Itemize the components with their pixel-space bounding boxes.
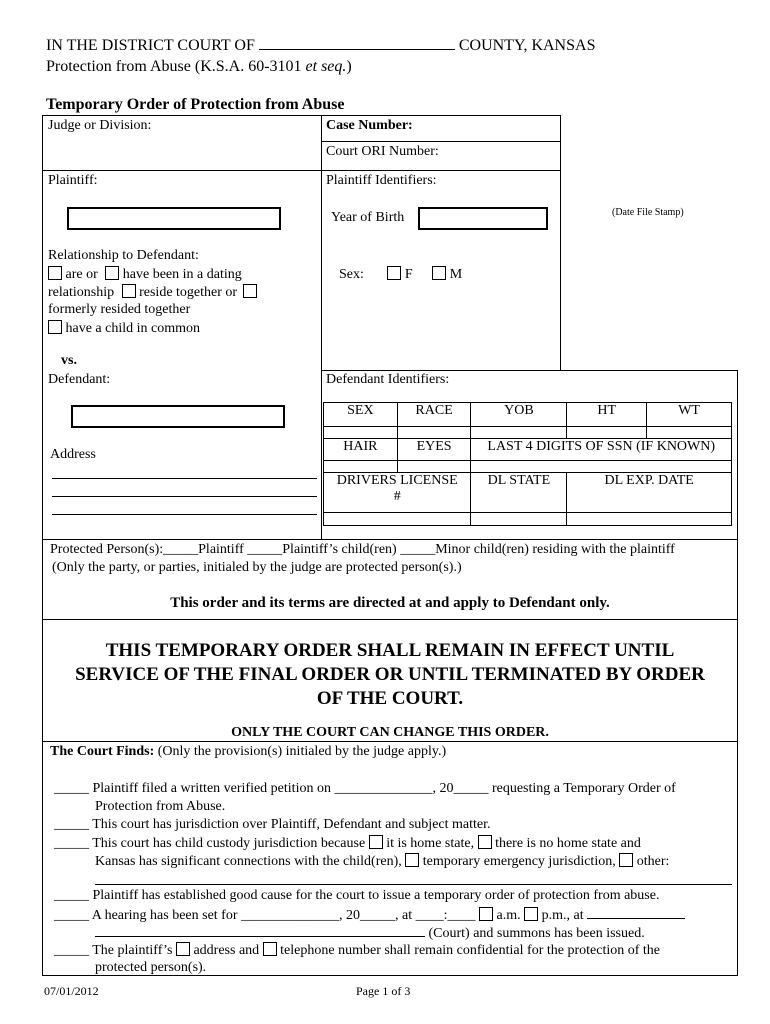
protected-persons-note: (Only the party, or parties, initialed by the judge are protected person(s).) xyxy=(52,560,462,575)
protected-persons-line: Protected Person(s):_____Plaintiff _____Plaintiff’s child(ren) _____Minor child(ren) residing with the plaintiff xyxy=(50,542,675,557)
license-value-cell[interactable] xyxy=(324,513,471,526)
rel-dating: have been in a dating xyxy=(122,267,242,282)
custody-c: there is no home state and xyxy=(495,836,641,851)
directed-statement: This order and its terms are directed at and apply to Defendant only. xyxy=(170,595,610,611)
wt-value-cell[interactable] xyxy=(647,427,732,439)
versus-label: vs. xyxy=(61,353,77,368)
cell-yob-header: YOB xyxy=(471,403,567,427)
rel-reside: reside together or xyxy=(139,285,238,300)
finding-custody xyxy=(54,835,641,852)
cell-dl-exp-header: DL EXP. DATE xyxy=(567,473,732,513)
court-heading xyxy=(46,37,595,55)
findings-heading xyxy=(50,744,446,760)
no-home-state-checkbox[interactable] xyxy=(478,835,492,849)
finding-hearing xyxy=(54,906,685,924)
finding-hearing-cont xyxy=(95,924,645,942)
custody-d: Kansas has significant connections with the child(ren), xyxy=(95,854,402,869)
relationship-line-1 xyxy=(48,266,242,283)
subtitle-main: Protection from Abuse (K.S.A. 60-3101 xyxy=(46,58,302,75)
subtitle-close: ) xyxy=(346,58,352,75)
phone-confidential-checkbox[interactable] xyxy=(263,942,277,956)
notice-line-3: OF THE COURT. xyxy=(316,688,464,709)
address-line[interactable] xyxy=(52,478,317,479)
rel-formerly-checkbox[interactable] xyxy=(243,284,257,298)
grid-line xyxy=(42,170,560,171)
rel-child: have a child in common xyxy=(65,321,201,336)
court-prefix: IN THE DISTRICT COURT OF xyxy=(46,37,255,54)
custody-a: _____ This court has child custody jurisdiction because xyxy=(54,836,366,851)
cell-eyes-header: EYES xyxy=(397,439,471,461)
effect-notice xyxy=(42,639,738,711)
findings-heading-rest: (Only the provision(s) initialed by the judge apply.) xyxy=(157,744,447,759)
cell-sex-header: SEX xyxy=(324,403,398,427)
confidential-b: address and xyxy=(193,943,260,958)
ht-value-cell[interactable] xyxy=(567,427,647,439)
race-value-cell[interactable] xyxy=(397,427,471,439)
footer-page: Page 1 of 3 xyxy=(356,984,411,998)
finding-custody-cont xyxy=(95,853,669,870)
sex-row xyxy=(339,266,462,283)
grid-line xyxy=(42,115,43,975)
hearing-b: (Court) and summons has been issued. xyxy=(428,926,645,941)
confidential-a: _____ The plaintiff’s xyxy=(54,943,173,958)
defendant-name-field[interactable] xyxy=(71,405,285,428)
hearing-a: _____ A hearing has been set for ______________, 20_____, at ____:____ xyxy=(54,908,476,923)
sex-m-checkbox[interactable] xyxy=(432,266,446,280)
grid-line xyxy=(321,370,738,371)
other-line[interactable] xyxy=(95,884,732,885)
other-jurisdiction-checkbox[interactable] xyxy=(619,853,633,867)
custody-b: it is home state, xyxy=(386,836,475,851)
notice-line-2: SERVICE OF THE FINAL ORDER OR UNTIL TERMINATED BY ORDER xyxy=(75,664,705,685)
confidential-c: telephone number shall remain confidential for the protection of the xyxy=(280,943,660,958)
relationship-label: Relationship to Defendant: xyxy=(48,248,199,263)
cell-wt-header: WT xyxy=(647,403,732,427)
court-ori-label: Court ORI Number: xyxy=(326,144,439,159)
only-court-notice: ONLY THE COURT CAN CHANGE THIS ORDER. xyxy=(231,725,549,740)
year-of-birth-label: Year of Birth xyxy=(331,210,405,225)
form-title: Temporary Order of Protection from Abuse xyxy=(46,96,345,113)
cell-license-header xyxy=(324,473,471,513)
rel-are-or: are or xyxy=(65,267,98,282)
license-header-b: # xyxy=(393,489,401,504)
grid-line xyxy=(321,115,322,539)
rel-formerly: formerly resided together xyxy=(48,302,191,317)
plaintiff-label: Plaintiff: xyxy=(48,173,98,188)
rel-relationship: relationship xyxy=(48,285,115,300)
rel-reside-checkbox[interactable] xyxy=(122,284,136,298)
address-line[interactable] xyxy=(52,514,317,515)
grid-line xyxy=(560,115,561,370)
ssn-value-cell[interactable] xyxy=(471,461,732,473)
finding-confidential xyxy=(54,942,660,959)
grid-line xyxy=(42,115,560,116)
county-field[interactable] xyxy=(259,37,455,50)
court-name-field[interactable] xyxy=(95,924,425,937)
grid-line xyxy=(321,141,560,142)
judge-label: Judge or Division: xyxy=(48,118,152,133)
finding-good-cause: _____ Plaintiff has established good cause for the court to issue a temporary order of protection from abuse. xyxy=(54,888,660,903)
eyes-value-cell[interactable] xyxy=(397,461,471,473)
address-confidential-checkbox[interactable] xyxy=(176,942,190,956)
cell-dl-state-header: DL STATE xyxy=(471,473,567,513)
grid-line xyxy=(42,619,738,620)
custody-f: other: xyxy=(636,854,670,869)
emergency-jurisdiction-checkbox[interactable] xyxy=(405,853,419,867)
yob-value-cell[interactable] xyxy=(471,427,567,439)
date-file-stamp: (Date File Stamp) xyxy=(612,207,684,218)
notice-line-1: THIS TEMPORARY ORDER SHALL REMAIN IN EFFECT UNTIL xyxy=(105,640,675,661)
pm-checkbox[interactable] xyxy=(524,907,538,921)
rel-are-checkbox[interactable] xyxy=(48,266,62,280)
sex-f: F xyxy=(404,267,413,282)
cell-ht-header: HT xyxy=(567,403,647,427)
cell-race-header: RACE xyxy=(397,403,471,427)
hearing-pm: p.m., at xyxy=(541,908,584,923)
subtitle-italic: et seq. xyxy=(305,58,347,75)
hair-value-cell[interactable] xyxy=(324,461,398,473)
plaintiff-identifiers-label: Plaintiff Identifiers: xyxy=(326,173,437,188)
case-number-label: Case Number: xyxy=(326,118,413,133)
sex-label: Sex: xyxy=(339,267,364,282)
sex-value-cell[interactable] xyxy=(324,427,398,439)
rel-dating-checkbox[interactable] xyxy=(105,266,119,280)
am-checkbox[interactable] xyxy=(479,907,493,921)
dl-exp-value-cell[interactable] xyxy=(567,513,732,526)
address-label: Address xyxy=(50,447,96,462)
finding-petition-cont: Protection from Abuse. xyxy=(95,799,226,814)
finding-jurisdiction: _____ This court has jurisdiction over Plaintiff, Defendant and subject matter. xyxy=(54,817,491,832)
footer-date: 07/01/2012 xyxy=(44,984,99,998)
defendant-identifiers-label: Defendant Identifiers: xyxy=(326,372,450,387)
finding-confidential-cont: protected person(s). xyxy=(95,960,207,975)
home-state-checkbox[interactable] xyxy=(369,835,383,849)
rel-child-checkbox[interactable] xyxy=(48,320,62,334)
court-suffix: COUNTY, KANSAS xyxy=(458,37,596,54)
hearing-location-field[interactable] xyxy=(587,906,685,919)
cell-hair-header: HAIR xyxy=(324,439,398,461)
hearing-am: a.m. xyxy=(496,908,521,923)
address-line[interactable] xyxy=(52,496,317,497)
defendant-label: Defendant: xyxy=(48,372,111,387)
defendant-identifiers-table xyxy=(323,402,732,526)
relationship-line-2 xyxy=(48,284,257,301)
relationship-line-4 xyxy=(48,320,200,337)
findings-heading-bold: The Court Finds: xyxy=(50,744,155,759)
dl-state-value-cell[interactable] xyxy=(471,513,567,526)
sex-f-checkbox[interactable] xyxy=(387,266,401,280)
license-header-a: DRIVERS LICENSE xyxy=(336,473,458,488)
finding-petition: _____ Plaintiff filed a written verified petition on ______________, 20_____ requesting a Temporary Order of xyxy=(54,781,676,796)
custody-e: temporary emergency jurisdiction, xyxy=(422,854,616,869)
year-of-birth-field[interactable] xyxy=(418,207,548,230)
grid-line xyxy=(42,539,738,540)
plaintiff-name-field[interactable] xyxy=(67,207,281,230)
sex-m: M xyxy=(449,267,463,282)
grid-line xyxy=(42,741,738,742)
cell-ssn-header: LAST 4 DIGITS OF SSN (IF KNOWN) xyxy=(471,439,732,461)
statute-subtitle xyxy=(46,58,352,76)
